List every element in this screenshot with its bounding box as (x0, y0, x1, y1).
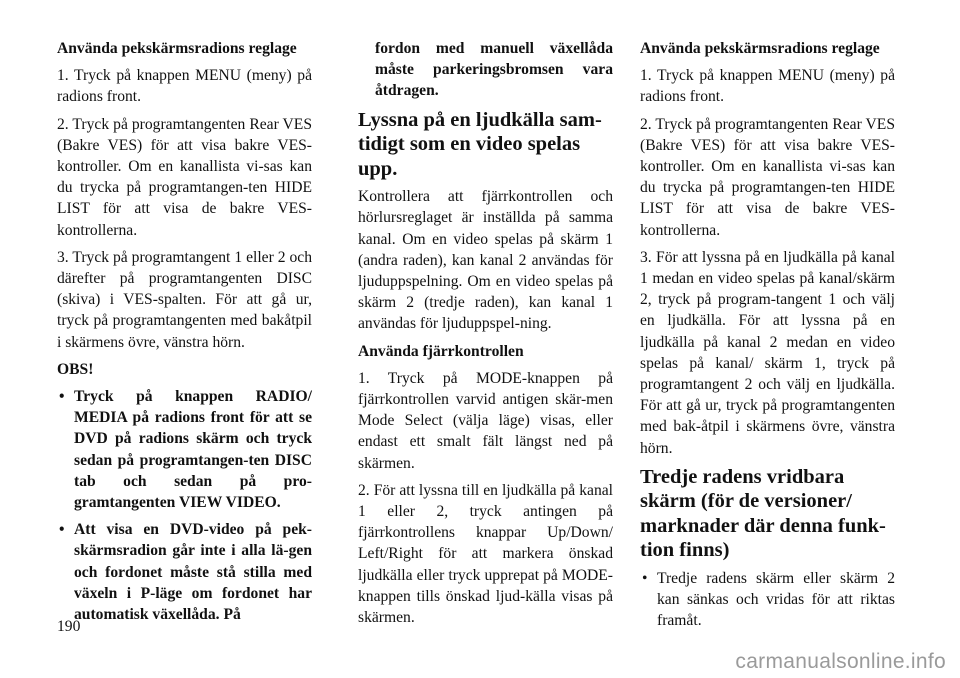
page-number: 190 (57, 618, 81, 635)
watermark-text: carmanualsonline.info (735, 649, 946, 673)
note-bullet-continuation: fordon med manuell växellåda måste parkeringsbromsen vara åtdragen. (375, 40, 613, 100)
paragraph-step-3: 3. Tryck på programtangent 1 eller 2 och därefter på programtangenten DISC (skiva) i VES-spalten. För att gå ur, tryck på programtangenten med bakåtpil i skärmens övre, vänstra hörn. (57, 248, 312, 351)
section-heading-touchscreen-controls: Använda pekskärmsradions reglage (57, 40, 297, 57)
column-middle (358, 38, 613, 634)
list-item: • Tredje radens skärm eller skärm 2 kan sänkas och vridas för att riktas framåt. (640, 568, 895, 632)
paragraph-step-2: 2. Tryck på programtangenten Rear VES (Bakre VES) för att visa bakre VES-kontroller. Om en kanallista vi-sas kan du trycka på programtangen-ten HIDE LIST för att visa de bakre VES-kontrollerna. (57, 115, 312, 239)
section-heading-touchscreen-controls: Använda pekskärmsradions reglage (640, 40, 880, 57)
section-title-listen-audio: Lyssna på en ljudkälla sam-tidigt som en video spelas upp. (358, 108, 602, 180)
paragraph-step-1: 1. Tryck på MODE-knappen på fjärrkontrollen varvid antigen skär-men Mode Select (välja läge) visas, eller endast ett smalt fält längst ned på skärmen. (358, 369, 613, 472)
note-label: OBS! (57, 360, 94, 378)
list-item: • Att visa en DVD-video på pek-skärmsradion går inte i alla lä-gen och fordonet måste stå stilla med växeln i P-läge om fordonet har automatisk växellåda. På (57, 519, 312, 625)
list-item: • Tryck på knappen RADIO/ MEDIA på radions front för att se DVD på radions skärm och tryck sedan på programtangen-ten DISC tab och sedan på pro-gramtangenten VIEW VIDEO. (57, 386, 312, 513)
paragraph-step-1: 1. Tryck på knappen MENU (meny) på radions front. (57, 67, 312, 106)
column-right (640, 38, 895, 637)
paragraph-step-2: 2. Tryck på programtangenten Rear VES (Bakre VES) för att visa bakre VES-kontroller. Om en kanallista vi-sas kan du trycka på programtangen-ten HIDE LIST för att visa de bakre VES-kontrollerna. (640, 115, 895, 239)
section-title-third-row-screen: Tredje radens vridbara skärm (för de versioner/ marknader där denna funk-tion finns) (640, 465, 886, 562)
note-bullet-list (57, 386, 312, 625)
paragraph-step-2: 2. För att lyssna till en ljudkälla på kanal 1 eller 2, tryck antingen på fjärrkontrollens knappar Up/Down/ Left/Right för att markera önskad ljudkälla eller tryck upprepat på MODE-knappen tills önskad ljud-källa visas på skärmen. (358, 481, 613, 626)
paragraph-step-3: 3. För att lyssna på en ljudkälla på kanal 1 medan en video spelas på kanal/skärm 2, tryck på program-tangent 1 och välj en ljudkälla. För att lyssna på en ljudkälla på kanal 2 medan en video spelas på kanal/ skärm 1, tryck på programtangent 2 och välj en ljudkälla. För att gå ur, tryck på programtangenten med bak-åtpil i skärmens övre, vänstra hörn. (640, 248, 895, 457)
bullet-list (640, 568, 895, 632)
paragraph-intro: Kontrollera att fjärrkontrollen och hörlursreglaget är inställda på samma kanal. Om en video spelas på skärm 1 (andra raden), kan kanal 2 användas för ljuduppspelning. Om en video spelas på skärm 2 (tredje raden), kan kanal 1 användas för ljuduppspel-ning. (358, 188, 613, 333)
section-heading-remote: Använda fjärrkontrollen (358, 342, 524, 360)
paragraph-step-1: 1. Tryck på knappen MENU (meny) på radions front. (640, 67, 895, 106)
column-left (57, 38, 312, 631)
